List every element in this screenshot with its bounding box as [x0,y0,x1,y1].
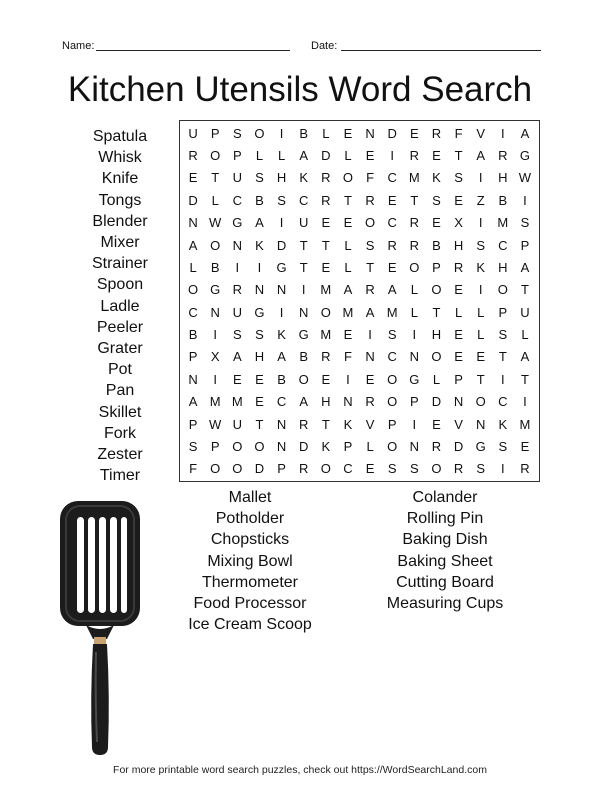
grid-cell: I [301,282,306,298]
grid-cell: A [365,304,375,320]
grid-cell: G [298,327,309,343]
word-list-item: Blender [92,212,148,230]
word-list-item: Knife [101,170,139,188]
grid-cell: I [368,327,372,343]
grid-cell: I [412,327,417,343]
grid-cell: R [321,349,331,365]
grid-cell: P [210,125,220,141]
grid-cell: V [365,416,375,432]
grid-cell: R [453,259,464,275]
grid-cell: M [320,327,332,343]
word-list-item: Chopsticks [210,531,290,549]
grid-cell: D [254,461,265,477]
grid-cell: S [277,192,286,208]
grid-cell: O [387,394,398,410]
grid-cell: I [412,416,417,432]
grid-cell: I [279,125,284,141]
grid-cell: A [277,349,286,365]
grid-cell: P [210,438,220,454]
grid-cell: B [299,349,309,365]
grid-cell: S [232,327,242,343]
grid-cell: O [298,371,309,387]
grid-cell: E [343,327,353,343]
grid-cell: L [189,259,197,275]
word-list-item: Tongs [98,191,142,209]
grid-cell: L [454,304,463,320]
grid-cell: K [343,416,353,432]
page-title: Kitchen Utensils Word Search [67,70,533,109]
grid-cell: N [298,304,309,320]
grid-cell: I [213,327,217,343]
grid-cell: T [476,371,485,387]
grid-cell: W [209,416,222,432]
grid-cell: W [209,215,222,231]
grid-cell: A [476,148,486,164]
grid-cell: O [431,349,442,365]
grid-cell: I [235,259,240,275]
grid-cell: G [276,259,287,275]
grid-cell: O [210,461,221,477]
grid-cell: P [432,259,441,275]
word-list-item: Mixer [100,234,140,252]
grid-cell: M [386,304,398,320]
grid-cell: L [211,192,219,208]
grid-cell: D [387,125,397,141]
grid-cell: V [476,125,486,141]
word-list-item: Ladle [100,297,140,315]
grid-cell: O [431,282,442,298]
grid-cell: C [387,215,397,231]
grid-cell: C [276,394,287,410]
grid-cell: T [299,259,308,275]
grid-cell: T [520,371,529,387]
grid-cell: T [299,237,308,253]
grid-cell: P [387,416,397,432]
word-list-item: Potholder [215,510,285,528]
grid-cell: U [188,125,198,141]
grid-cell: L [477,304,485,320]
word-list-item: Mallet [228,489,272,506]
grid-cell: A [299,148,309,164]
grid-cell: K [255,237,264,253]
word-list-middle [170,487,330,635]
grid-cell: A [387,282,397,298]
grid-cell: E [321,215,331,231]
grid-cell: M [231,394,243,410]
grid-cell: B [432,237,441,253]
grid-cell: H [498,259,508,275]
word-list-item: Pan [105,382,135,400]
grid-cell: C [343,461,353,477]
grid-cell: E [520,438,530,454]
grid-cell: E [255,394,264,410]
grid-cell: L [344,259,352,275]
grid-cell: N [409,349,419,365]
grid-cell: P [343,438,353,454]
grid-cell: R [409,215,419,231]
grid-cell: E [321,371,331,387]
grid-cell: F [366,170,375,186]
grid-cell: S [476,237,486,253]
grid-cell: B [498,192,508,208]
grid-cell: R [365,394,375,410]
grid-cell: R [365,192,375,208]
grid-cell: E [232,371,242,387]
grid-cell: A [520,125,530,141]
grid-cell: O [254,125,265,141]
grid-cell: U [298,215,309,231]
grid-cell: I [501,461,505,477]
word-list-item: Fork [104,424,136,442]
grid-cell: E [188,170,198,186]
grid-cell: O [210,148,221,164]
grid-cell: Z [476,192,485,208]
grid-cell: N [343,394,353,410]
grid-cell: O [365,215,376,231]
grid-cell: P [454,371,463,387]
grid-cell: G [519,148,530,164]
grid-cell: N [365,349,375,365]
grid-cell: E [476,349,486,365]
grid-cell: C [298,192,309,208]
word-list-item: Spoon [96,276,144,294]
grid-cell: O [320,304,331,320]
word-list-item: Food Processor [193,595,307,613]
grid-cell: D [298,438,309,454]
grid-cell: A [520,349,530,365]
word-list-item: Peeler [96,318,144,336]
grid-cell: F [454,125,463,141]
grid-cell: E [387,192,397,208]
grid-cell: O [475,394,486,410]
grid-cell: N [210,304,220,320]
grid-cell: U [232,170,242,186]
grid-cell: I [390,148,394,164]
grid-cell: M [408,170,420,186]
grid-cell: O [232,461,243,477]
grid-cell: U [232,416,242,432]
grid-cell: N [409,438,419,454]
grid-cell: L [322,125,330,141]
grid-cell: V [454,416,463,432]
word-list-item: Zester [97,446,143,464]
grid-cell: I [478,170,483,186]
grid-cell: E [321,259,331,275]
grid-cell: I [523,192,527,208]
grid-cell: O [342,170,353,186]
grid-cell: F [189,461,198,477]
grid-cell: U [520,304,530,320]
grid-cell: K [432,170,441,186]
grid-cell: G [475,438,486,454]
grid-cell: I [523,394,527,410]
grid-cell: T [410,192,419,208]
word-list-item: Baking Dish [402,531,488,549]
grid-cell: T [366,259,375,275]
grid-cell: E [343,125,353,141]
grid-cell: S [387,327,397,343]
grid-cell: M [320,282,332,298]
grid-cell: O [232,438,243,454]
grid-cell: R [321,170,331,186]
grid-cell: O [320,461,331,477]
grid-cell: S [476,461,486,477]
grid-cell: I [257,259,262,275]
grid-cell: N [276,416,287,432]
grid-cell: G [254,304,265,320]
grid-cell: R [365,282,375,298]
grid-cell: P [188,416,198,432]
grid-cell: A [255,215,264,231]
grid-cell: P [498,304,508,320]
grid-cell: S [498,438,508,454]
grid-cell: M [342,304,354,320]
grid-cell: O [497,282,508,298]
grid-cell: L [344,148,352,164]
grid-cell: T [520,282,529,298]
grid-cell: X [454,215,463,231]
word-list-item: Timer [99,467,141,485]
grid-cell: R [453,461,464,477]
grid-cell: O [431,461,442,477]
grid-cell: T [454,148,463,164]
grid-cell: I [213,371,217,387]
grid-cell: C [188,304,198,320]
grid-cell: A [299,394,309,410]
word-list-item: Skillet [98,403,142,421]
grid-cell: E [432,416,441,432]
grid-cell: K [476,259,486,275]
grid-cell: R [431,438,442,454]
grid-cell: L [477,327,485,343]
grid-cell: E [432,215,441,231]
name-field[interactable] [62,39,94,53]
grid-cell: C [232,192,242,208]
grid-cell: T [255,416,264,432]
date-label: Date: [311,40,338,52]
grid-cell: H [276,170,287,186]
word-list-item: Cutting Board [396,573,494,591]
grid-cell: D [321,148,331,164]
grid-cell: M [209,394,221,410]
grid-cell: L [366,438,374,454]
word-list-item: Ice Cream Scoop [188,616,312,634]
grid-cell: A [343,282,353,298]
word-list-item: Measuring Cups [386,595,504,613]
word-list-left [70,126,170,486]
grid-cell: N [475,416,486,432]
grid-cell: S [409,461,419,477]
grid-cell: M [497,215,509,231]
grid-cell: S [365,237,375,253]
grid-cell: S [232,125,242,141]
grid-cell: K [321,438,331,454]
letter-grid [179,120,540,482]
grid-cell: X [210,349,220,365]
grid-cell: O [409,259,420,275]
grid-cell: N [276,282,287,298]
grid-cell: S [498,327,508,343]
grid-cell: D [453,438,464,454]
grid-cell: G [232,215,243,231]
grid-cell: R [188,148,198,164]
grid-cell: H [254,349,265,365]
name-line[interactable] [96,50,290,51]
grid-cell: U [232,304,242,320]
grid-cell: P [409,394,419,410]
grid-cell: H [453,237,464,253]
grid-cell: E [432,148,441,164]
grid-cell: R [431,125,442,141]
word-list-item: Strainer [91,255,149,273]
grid-cell: B [299,125,309,141]
grid-cell: E [454,192,463,208]
grid-cell: B [210,259,220,275]
grid-cell: L [344,237,352,253]
grid-cell: E [454,327,463,343]
grid-cell: A [188,237,198,253]
grid-cell: O [254,438,265,454]
word-list-right [360,487,530,614]
grid-cell: R [298,416,309,432]
grid-cell: I [346,371,350,387]
grid-cell: S [188,438,198,454]
word-list-item: Thermometer [201,573,299,591]
grid-cell: H [431,327,442,343]
grid-cell: T [211,170,220,186]
grid-cell: G [210,282,221,298]
word-list-item: Colander [412,489,478,506]
grid-cell: P [520,237,530,253]
grid-cell: K [498,416,508,432]
grid-cell: S [454,170,463,186]
grid-cell: E [365,371,375,387]
grid-cell: R [520,461,530,477]
grid-cell: R [321,192,331,208]
grid-cell: E [365,148,375,164]
grid-cell: T [321,416,330,432]
grid-cell: I [279,215,284,231]
grid-cell: O [387,438,398,454]
grid-cell: I [478,215,483,231]
grid-cell: C [387,170,397,186]
date-field[interactable] [311,39,337,53]
grid-cell: S [387,461,397,477]
grid-cell: O [387,371,398,387]
grid-cell: P [277,461,286,477]
grid-cell: G [409,371,420,387]
grid-cell: P [188,349,198,365]
grid-cell: L [255,148,264,164]
grid-cell: W [518,170,532,186]
grid-cell: I [478,282,483,298]
grid-cell: N [188,371,198,387]
grid-cell: T [498,349,507,365]
grid-cell: R [409,148,419,164]
grid-cell: O [210,237,221,253]
grid-cell: R [232,282,242,298]
grid-cell: E [365,461,375,477]
word-list-item: Whisk [98,149,142,167]
grid-cell: T [343,192,352,208]
grid-cell: R [298,461,309,477]
grid-cell: N [232,237,242,253]
word-list-item: Spatula [92,128,148,145]
grid-cell: K [299,170,309,186]
grid-cell: L [410,282,418,298]
grid-cell: A [188,394,198,410]
grid-cell: N [365,125,375,141]
grid-cell: S [520,215,530,231]
grid-cell: L [410,304,418,320]
grid-cell: E [255,371,264,387]
grid-cell: N [453,394,464,410]
word-list-item: Grater [97,340,143,358]
grid-cell: N [276,438,287,454]
grid-cell: O [188,282,199,298]
grid-cell: B [277,371,286,387]
grid-cell: I [279,304,284,320]
grid-cell: C [498,237,508,253]
grid-cell: P [232,148,242,164]
grid-cell: S [432,192,441,208]
grid-cell: L [277,148,286,164]
grid-cell: R [409,237,419,253]
grid-cell: E [454,282,463,298]
grid-cell: A [232,349,242,365]
grid-cell: F [343,349,352,365]
grid-cell: L [432,371,441,387]
grid-cell: R [498,148,508,164]
word-list-item: Rolling Pin [406,510,484,528]
date-line[interactable] [341,50,541,51]
name-label: Name: [62,40,95,52]
grid-cell: B [255,192,264,208]
grid-cell: H [498,170,508,186]
grid-cell: C [387,349,397,365]
grid-cell: E [343,215,353,231]
grid-cell: I [501,125,505,141]
word-list-item: Mixing Bowl [207,552,293,570]
slotted-spatula-icon [56,497,144,759]
grid-cell: D [276,237,287,253]
grid-cell: K [277,327,286,343]
word-list-item: Baking Sheet [397,552,493,570]
grid-cell: M [519,416,531,432]
grid-cell: R [387,237,397,253]
grid-cell: S [255,327,264,343]
grid-cell: N [188,215,198,231]
grid-cell: B [188,327,198,343]
grid-cell: C [498,394,508,410]
grid-cell: D [188,192,198,208]
grid-cell: A [520,259,530,275]
grid-cell: T [432,304,441,320]
grid-cell: I [501,371,505,387]
grid-cell: N [254,282,265,298]
footer-note: For more printable word search puzzles, check out https://WordSearchLand.com [113,764,487,776]
grid-cell: S [255,170,264,186]
grid-cell: H [321,394,331,410]
grid-cell: D [431,394,442,410]
grid-cell: E [454,349,463,365]
grid-cell: L [521,327,529,343]
grid-cell: T [321,237,330,253]
grid-cell: E [387,259,397,275]
grid-cell: E [409,125,419,141]
word-list-item: Pot [107,361,132,379]
